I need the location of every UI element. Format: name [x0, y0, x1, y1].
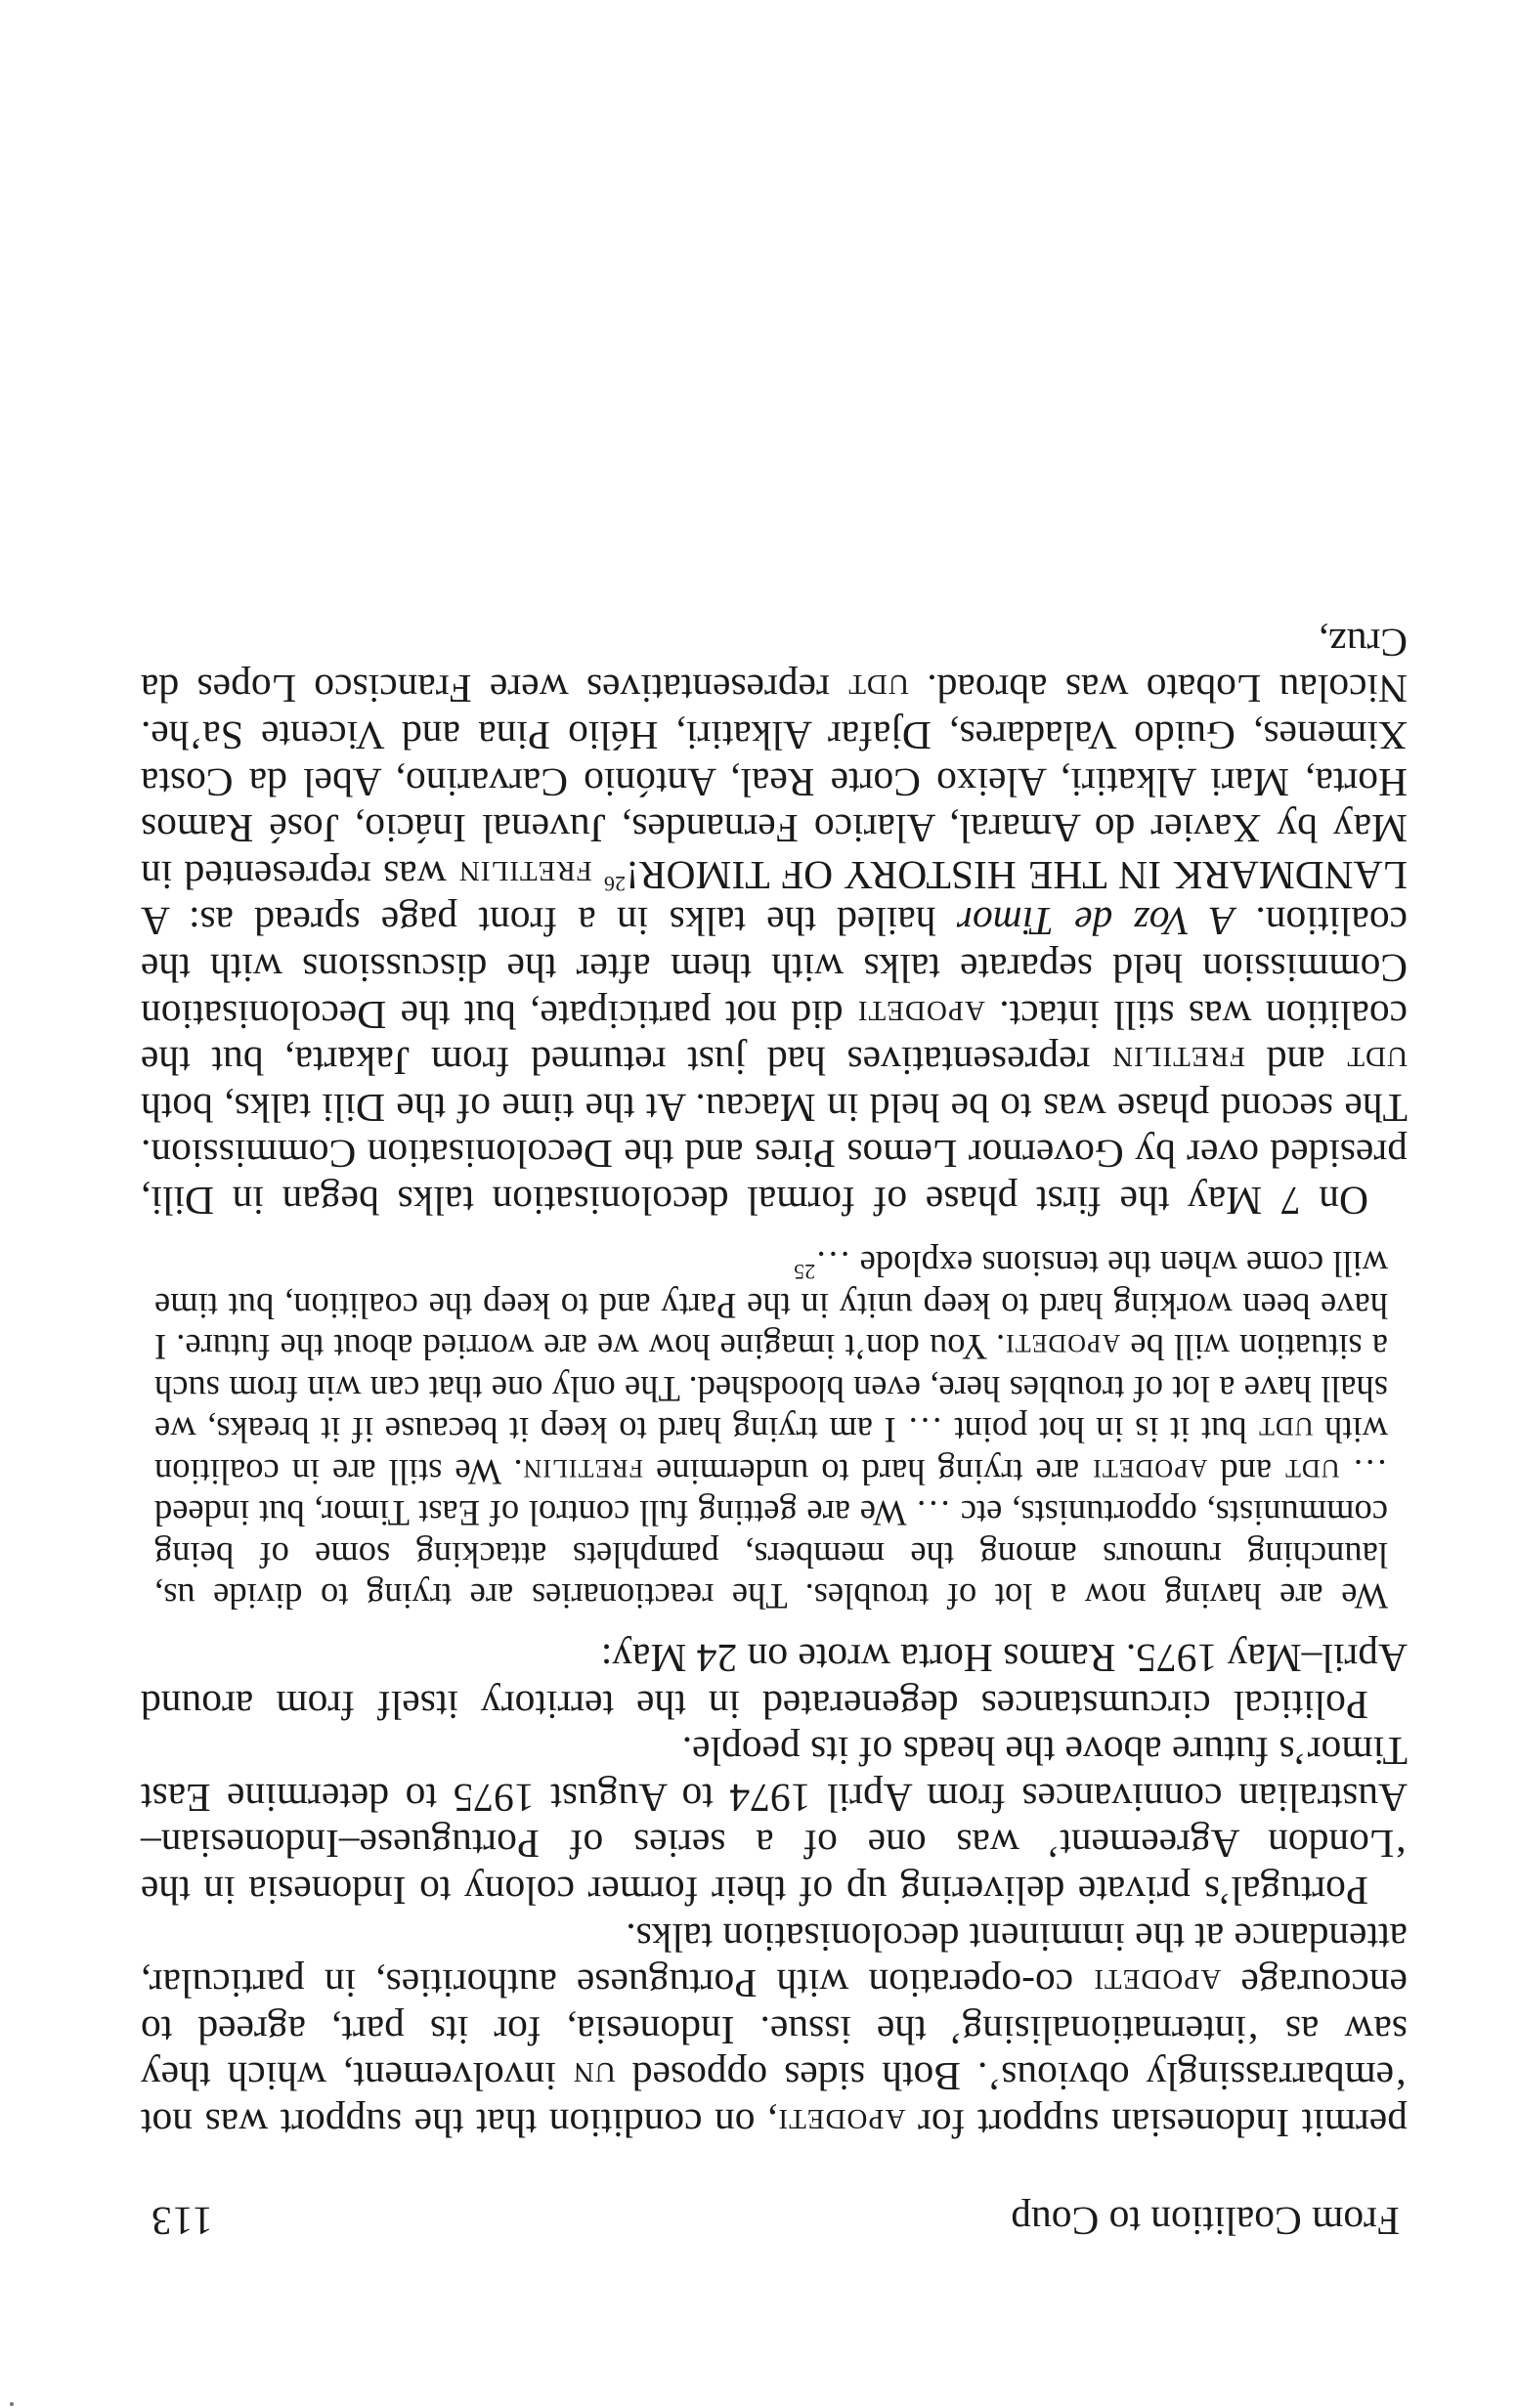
block-quote [141, 1243, 1408, 1617]
text-run: . You don’t imagine how we are worried about the future. I have been working hard to keep unity in the Party and to keep the coalition, but time will come when the tensions explode … [154, 1244, 1388, 1368]
text-run: and [1207, 1451, 1285, 1492]
text-run: On 7 May the first phase of formal decolonisation talks began in Dili, presided over by Governor Lemos Pires and the Decolonisation Commission. The second phase was to be held in Macau. At the time of the Dili talks, both [141, 1085, 1408, 1224]
newspaper-title: A Voz de Timor [956, 899, 1235, 945]
running-header [141, 2185, 1408, 2244]
running-title: From Coalition to Coup [1011, 2199, 1400, 2244]
small-caps-run: apodeti [1005, 1327, 1121, 1368]
paragraph-3: Political circumstances degenerated in the territory itself from around April–May 1975. Ramos Horta wrote on 24 May: [141, 1636, 1408, 1728]
small-caps-run: un [572, 2054, 616, 2100]
small-caps-run: udt [1284, 1451, 1340, 1492]
paragraph-4 [141, 619, 1408, 1224]
text-run: involvement, which they saw as ‘internationalising’ the issue. Indonesia, for its part, agreed to encourage [141, 1961, 1408, 2100]
text-run: . We still are in coalition with [153, 1410, 1388, 1492]
text-run: co-operation with Portuguese authorities, in particular, attendance at the imminent decolonisation talks. [140, 1914, 1408, 2007]
text-run: , on condition that the support was not ‘embarrassingly obvious’. Both sides opposed [141, 2054, 1408, 2146]
small-caps-run: apodeti [1092, 1451, 1208, 1492]
small-caps-run: udt [1258, 1410, 1314, 1451]
text-run: was represented in May by Xavier do Amaral, Alarico Fernandes, Juvenal Inácio, José Ramos Horta, Mari Alkatiri, Aleixo Corte Real, António Carvarino, Abel da Costa Ximenes, Guido Valadares, Djafar Alkatiri, Hélio Pina and Vicente Sa’he. Nicolau Lobato was abroad. [140, 666, 1408, 898]
small-caps-run: apodeti [1093, 1961, 1222, 2007]
text-run: did not participate, but the Decolonisation Commission held separate talks with them after the discussions with the coalition. [141, 899, 1408, 1038]
text-run: and [1245, 1039, 1347, 1085]
paragraph-2: Portugal’s private delivering up of their former colony to Indonesia in the ‘London Agreement’ was one of a series of Portuguese–Indonesian–Australian connivances from April 1974 to August 1975 to determine East Timor’s future above the heads of its people. [141, 1729, 1408, 1914]
small-caps-run: fretilin [1111, 1039, 1245, 1085]
text-run: representatives were Francisco Lopes da Cruz, [141, 620, 1408, 712]
text-run: hailed the talks in a front page spread as: A LANDMARK IN THE HISTORY OF TIMOR! [141, 852, 1408, 945]
text-run: representatives had just returned from Jakarta, but the coalition was still intact. [140, 992, 1408, 1085]
small-caps-run: fretilin [522, 1451, 644, 1492]
footnote-marker: 25 [794, 1260, 816, 1285]
text-run: We are having now a lot of troubles. The reactionaries are trying to divide us, launching rumours among the members, pamphlets attacking some of being communists, opportunists, etc … We are getting full control of East Timor, but indeed … [154, 1451, 1388, 1617]
text-run: but it is in hot point … I am trying hard to keep it because if it breaks, we shall have a lot of troubles here, even bloodshed. The only one that can win from such a situation will be [154, 1327, 1388, 1451]
small-caps-run: udt [1346, 1039, 1408, 1085]
text-run [592, 853, 604, 898]
page-number: 113 [151, 2199, 213, 2244]
small-caps-run: apodeti [856, 992, 985, 1038]
small-caps-run: udt [847, 666, 909, 712]
paragraph-1 [141, 1914, 1408, 2146]
small-caps-run: apodeti [777, 2101, 906, 2146]
text-run: permit Indonesian support for [905, 2101, 1408, 2146]
text-run: are trying hard to undermine [643, 1451, 1093, 1492]
text-block [141, 619, 1408, 2244]
small-caps-run: fretilin [457, 852, 592, 898]
scan-speck [10, 2402, 14, 2406]
footnote-marker: 26 [604, 871, 627, 896]
